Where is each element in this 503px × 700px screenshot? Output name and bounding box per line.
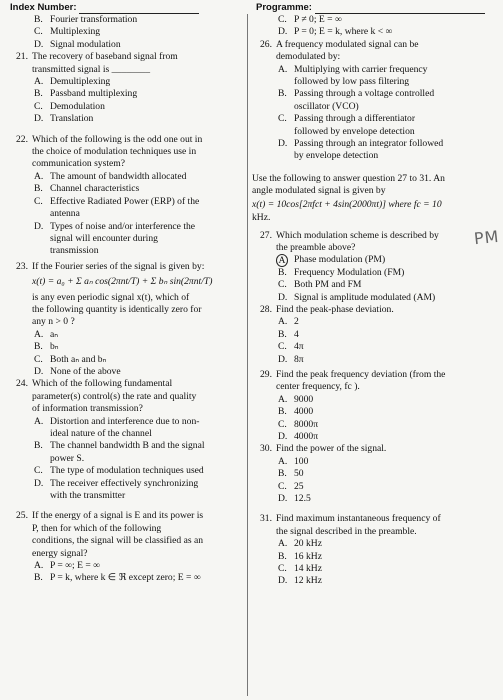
option: D. P = 0; E = k, where k < ∞ (278, 26, 393, 38)
option: C. Multiplexing (34, 26, 101, 38)
option: A. 20 kHz (278, 538, 322, 550)
index-number-label: Index Number: (10, 2, 77, 13)
question-number: 25. (16, 510, 28, 522)
question-number: 28. (260, 303, 272, 315)
question-number: 30. (260, 443, 272, 455)
circled-answer-mark: A (276, 254, 288, 267)
question-number: 27. (260, 229, 272, 241)
option: C. P ≠ 0; E = ∞ (278, 14, 342, 25)
question-30: 30. Find the power of the signal. A. 100 B. 50 C. 25 D. 12.5 (252, 443, 498, 505)
programme-label: Programme: (256, 2, 312, 13)
question-number: 21. (16, 51, 28, 63)
option: D. None of the above (34, 365, 121, 377)
option: B. Passing through a voltage controlled oscillator (VCO) (278, 88, 435, 112)
option: D. The receiver effectively synchronizing with the transmitter (34, 477, 199, 502)
q20-continued-options (8, 14, 246, 51)
option: C. 14 kHz (278, 563, 322, 575)
question-26: 26. A frequency modulated signal can be demodulated by: A. Multiplying with carrier frequency followed by low pass filtering B. Passing through a voltage controlled oscillator (VCO) C. Passing through a differentiator followed by envelope detection D. Passing through an integrator followed by envelope detection (252, 39, 498, 163)
option: A. The amount of bandwidth allocated (34, 170, 187, 182)
option: A. Distortion and interference due to non- ideal nature of the channel (34, 415, 200, 439)
option: B. 4000 (278, 406, 314, 418)
option: C. 25 (278, 480, 304, 492)
question-25: 25. If the energy of a signal is E and its power is P, then for which of the following conditions, the signal will be classified as an energy signal? A. P = ∞; E = ∞ B. P = k, where k ∈ ℜ except zero; E = ∞ (8, 510, 246, 584)
question-number: 29. (260, 368, 272, 380)
option: B. P = k, where k ∈ ℜ except zero; E = ∞ (34, 572, 201, 584)
question-number: 23. (16, 260, 28, 272)
question-23: 23. If the Fourier series of the signal is given by: x(t) = a₀ + Σ aₙ cos(2πnt/T) + Σ bₙ sin(2πnt/T) is any even periodic signal x(t), which of the following quantity is identically zero for any n > 0 ? A. aₙ B. bₙ C. Both aₙ and bₙ D. None of the above (8, 261, 246, 379)
question-number: 24. (16, 378, 28, 390)
right-column (252, 14, 498, 588)
angle-modulated-formula: x(t) = 10cos[2πfct + 4sin(2000πt)] where fc = 10 (252, 198, 442, 210)
option: D. Passing through an integrator followed by envelope detection (278, 138, 444, 162)
index-number-header (10, 2, 199, 14)
fourier-series-formula: x(t) = a₀ + Σ aₙ cos(2πnt/T) + Σ bₙ sin(2πnt/T) (32, 276, 213, 288)
option: B. Frequency Modulation (FM) (278, 266, 405, 278)
option: A. 9000 (278, 393, 314, 405)
question-number: 31. (260, 513, 272, 525)
column-divider (247, 14, 248, 696)
option: D. 8π (278, 353, 304, 365)
option: D. Signal modulation (34, 38, 121, 50)
option: C. Both PM and FM (278, 279, 362, 291)
option: D. Signal is amplitude modulated (AM) (278, 291, 436, 303)
option: C. 4π (278, 341, 304, 353)
option: A. Demultiplexing (34, 76, 111, 88)
handwritten-pm-mark: PM (472, 226, 500, 249)
option: C. Effective Radiated Power (ERP) of the antenna (34, 195, 200, 220)
option: B. Passband multiplexing (34, 88, 138, 100)
option: A. aₙ (34, 328, 59, 340)
option: A. Multiplying with carrier frequency followed by low pass filtering (278, 63, 428, 88)
option: D. Types of noise and/or interference the signal will encounter during transmission (34, 220, 196, 257)
question-22: 22. Which of the following is the odd one out in the choice of modulation techniques use in communication system? A. The amount of bandwidth allocated B. Channel characteristics C. Effective Radiated Power (ERP) of the antenna D. Types of noise and/or interference the signal will encounter during transmission (8, 134, 246, 258)
option: A Phase modulation (PM) (278, 254, 498, 266)
option: C. 8000π (278, 418, 319, 430)
option: D. 12 kHz (278, 575, 322, 587)
question-number: 26. (260, 38, 272, 50)
option: B. Channel characteristics (34, 183, 140, 195)
left-column (8, 14, 246, 585)
option: D. 12.5 (278, 493, 311, 505)
index-number-blank (79, 4, 199, 14)
question-29: 29. Find the peak frequency deviation (from the center frequency, fc ). A. 9000 B. 4000 C. 8000π D. 4000π (252, 369, 498, 443)
option: B. Fourier transformation (34, 14, 138, 25)
question-21: 21. The recovery of baseband signal from transmitted signal is ________ A. Demultiplexing B. Passband multiplexing C. Demodulation D. Translation (8, 51, 246, 125)
option: D. Translation (34, 113, 94, 125)
option: B. 4 (278, 328, 299, 340)
preamble: Use the following to answer question 27 to 31. An angle modulated signal is given by x(t) = 10cos[2πfct + 4sin(2000πt)] where fc = 10 kHz. (252, 173, 498, 225)
option: C. Both aₙ and bₙ (34, 353, 107, 365)
question-28: 28. Find the peak-phase deviation. A. 2 B. 4 C. 4π D. 8π (252, 304, 498, 366)
option: A. P = ∞; E = ∞ (34, 560, 100, 572)
option: C. The type of modulation techniques used (34, 465, 204, 477)
option: B. 16 kHz (278, 550, 322, 562)
programme-header (256, 2, 485, 14)
option: A. 100 (278, 455, 309, 467)
option: B. The channel bandwidth B and the signal power S. (34, 440, 205, 464)
option: B. bₙ (34, 341, 59, 353)
question-31: 31. Find maximum instantaneous frequency of the signal described in the preamble. A. 20 kHz B. 16 kHz C. 14 kHz D. 12 kHz (252, 513, 498, 587)
option: A. 2 (278, 316, 299, 328)
question-27: 27. Which modulation scheme is described by the preamble above? A Phase modulation (PM) B. Frequency Modulation (FM) C. Both PM and FM D. Signal is amplitude modulated (AM) (252, 230, 498, 304)
option: B. 50 (278, 468, 304, 480)
question-24: 24. Which of the following fundamental parameter(s) control(s) the rate and quality of information transmission? A. Distortion and interference due to non- ideal nature of the channel B. The channel bandwidth B and the signal power S. C. The type of modulation techniques used D. The receiver effectively synchronizing with the transmitter (8, 378, 246, 502)
option: D. 4000π (278, 431, 319, 442)
option: C. Demodulation (34, 100, 105, 112)
question-number: 22. (16, 133, 28, 145)
option: C. Passing through a differentiator followed by envelope detection (278, 113, 416, 137)
q25-continued-options (252, 14, 498, 39)
programme-blank (315, 4, 485, 14)
